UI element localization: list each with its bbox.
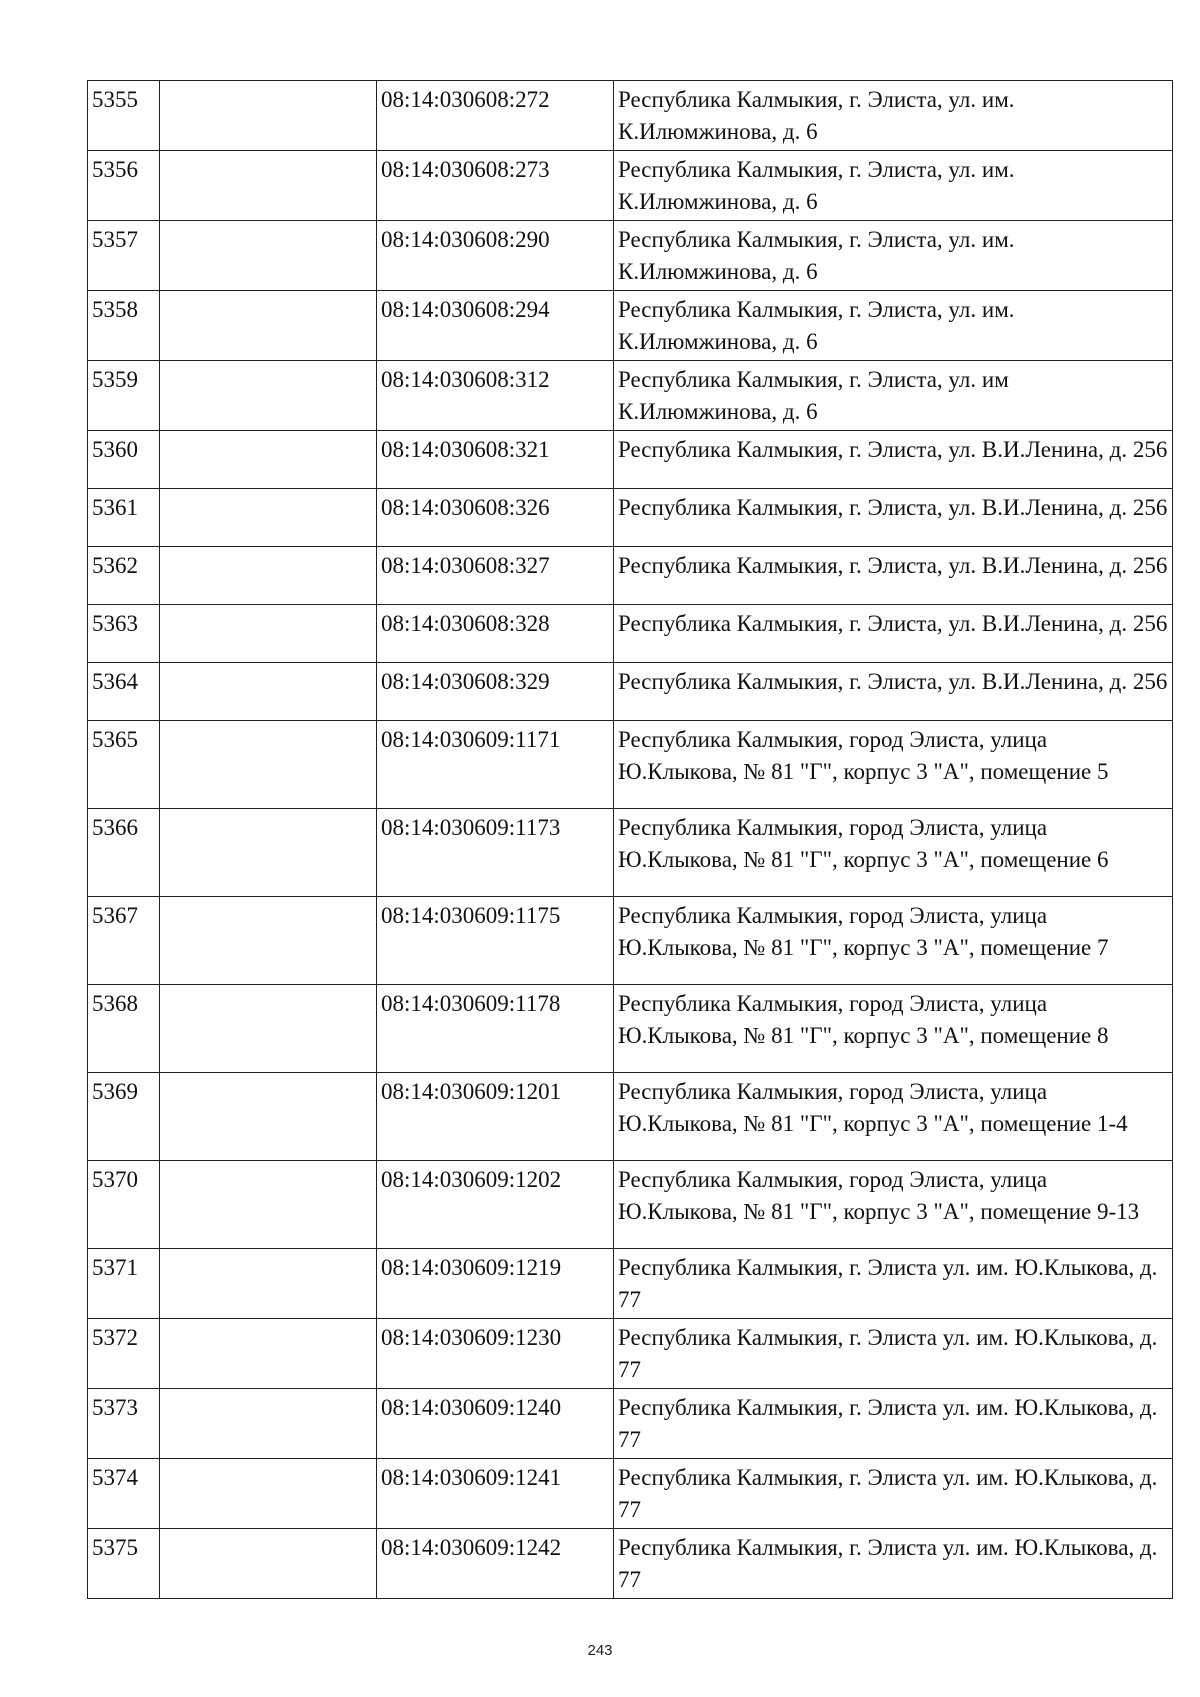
row-number-cell: 5365 bbox=[88, 721, 160, 809]
row-number-cell: 5362 bbox=[88, 547, 160, 605]
cadastral-number-cell: 08:14:030608:329 bbox=[377, 663, 614, 721]
cadastral-number-cell: 08:14:030609:1241 bbox=[377, 1459, 614, 1529]
address-cell: Республика Калмыкия, город Элиста, улица Ю.Клыкова, № 81 "Г", корпус 3 "А", помещение 9-13 bbox=[614, 1161, 1173, 1249]
row-number-cell: 5374 bbox=[88, 1459, 160, 1529]
page-number: 243 bbox=[587, 1642, 613, 1659]
cadastral-number-cell: 08:14:030608:272 bbox=[377, 81, 614, 151]
table-row bbox=[88, 663, 1173, 721]
address-cell: Республика Калмыкия, г. Элиста ул. им. Ю.Клыкова, д. 77 bbox=[614, 1459, 1173, 1529]
table-row bbox=[88, 1389, 1173, 1459]
cadastral-number-cell: 08:14:030609:1230 bbox=[377, 1319, 614, 1389]
row-number-cell: 5358 bbox=[88, 291, 160, 361]
table-row bbox=[88, 721, 1173, 809]
address-cell: Республика Калмыкия, г. Элиста ул. им. Ю.Клыкова, д. 77 bbox=[614, 1319, 1173, 1389]
cadastral-number-cell: 08:14:030609:1175 bbox=[377, 897, 614, 985]
table-row bbox=[88, 221, 1173, 291]
empty-cell bbox=[160, 547, 377, 605]
row-number-cell: 5371 bbox=[88, 1249, 160, 1319]
cadastral-number-cell: 08:14:030608:273 bbox=[377, 151, 614, 221]
row-number-cell: 5363 bbox=[88, 605, 160, 663]
table-row bbox=[88, 1529, 1173, 1599]
table-row bbox=[88, 361, 1173, 431]
address-cell: Республика Калмыкия, г. Элиста, ул. им. К.Илюмжинова, д. 6 bbox=[614, 221, 1173, 291]
row-number-cell: 5357 bbox=[88, 221, 160, 291]
cadastral-number-cell: 08:14:030609:1173 bbox=[377, 809, 614, 897]
cadastral-number-cell: 08:14:030608:326 bbox=[377, 489, 614, 547]
row-number-cell: 5367 bbox=[88, 897, 160, 985]
row-number-cell: 5368 bbox=[88, 985, 160, 1073]
empty-cell bbox=[160, 431, 377, 489]
row-number-cell: 5356 bbox=[88, 151, 160, 221]
table-row bbox=[88, 431, 1173, 489]
table-row bbox=[88, 1459, 1173, 1529]
table-row bbox=[88, 1319, 1173, 1389]
empty-cell bbox=[160, 985, 377, 1073]
table-row bbox=[88, 1161, 1173, 1249]
row-number-cell: 5375 bbox=[88, 1529, 160, 1599]
cadastral-number-cell: 08:14:030609:1171 bbox=[377, 721, 614, 809]
cadastral-number-cell: 08:14:030609:1178 bbox=[377, 985, 614, 1073]
table-row bbox=[88, 605, 1173, 663]
cadastral-number-cell: 08:14:030608:290 bbox=[377, 221, 614, 291]
address-cell: Республика Калмыкия, город Элиста, улица Ю.Клыкова, № 81 "Г", корпус 3 "А", помещение 6 bbox=[614, 809, 1173, 897]
registry-table-body bbox=[88, 81, 1173, 1599]
cadastral-number-cell: 08:14:030609:1219 bbox=[377, 1249, 614, 1319]
row-number-cell: 5364 bbox=[88, 663, 160, 721]
empty-cell bbox=[160, 81, 377, 151]
row-number-cell: 5359 bbox=[88, 361, 160, 431]
address-cell: Республика Калмыкия, г. Элиста ул. им. Ю.Клыкова, д. 77 bbox=[614, 1389, 1173, 1459]
empty-cell bbox=[160, 1249, 377, 1319]
address-cell: Республика Калмыкия, г. Элиста, ул. В.И.Ленина, д. 256 bbox=[614, 605, 1173, 663]
table-row bbox=[88, 151, 1173, 221]
empty-cell bbox=[160, 1319, 377, 1389]
row-number-cell: 5361 bbox=[88, 489, 160, 547]
row-number-cell: 5366 bbox=[88, 809, 160, 897]
address-cell: Республика Калмыкия, город Элиста, улица Ю.Клыкова, № 81 "Г", корпус 3 "А", помещение 8 bbox=[614, 985, 1173, 1073]
table-row bbox=[88, 81, 1173, 151]
address-cell: Республика Калмыкия, г. Элиста, ул. В.И.Ленина, д. 256 bbox=[614, 547, 1173, 605]
cadastral-number-cell: 08:14:030609:1202 bbox=[377, 1161, 614, 1249]
empty-cell bbox=[160, 1073, 377, 1161]
empty-cell bbox=[160, 221, 377, 291]
row-number-cell: 5370 bbox=[88, 1161, 160, 1249]
empty-cell bbox=[160, 663, 377, 721]
cadastral-number-cell: 08:14:030608:312 bbox=[377, 361, 614, 431]
empty-cell bbox=[160, 1529, 377, 1599]
table-row bbox=[88, 489, 1173, 547]
address-cell: Республика Калмыкия, город Элиста, улица Ю.Клыкова, № 81 "Г", корпус 3 "А", помещение 7 bbox=[614, 897, 1173, 985]
empty-cell bbox=[160, 809, 377, 897]
table-row bbox=[88, 291, 1173, 361]
empty-cell bbox=[160, 605, 377, 663]
cadastral-number-cell: 08:14:030608:294 bbox=[377, 291, 614, 361]
address-cell: Республика Калмыкия, г. Элиста, ул. им. К.Илюмжинова, д. 6 bbox=[614, 151, 1173, 221]
address-cell: Республика Калмыкия, г. Элиста, ул. В.И.Ленина, д. 256 bbox=[614, 663, 1173, 721]
cadastral-number-cell: 08:14:030609:1201 bbox=[377, 1073, 614, 1161]
empty-cell bbox=[160, 1459, 377, 1529]
address-cell: Республика Калмыкия, город Элиста, улица Ю.Клыкова, № 81 "Г", корпус 3 "А", помещение 5 bbox=[614, 721, 1173, 809]
address-cell: Республика Калмыкия, г. Элиста ул. им. Ю.Клыкова, д. 77 bbox=[614, 1249, 1173, 1319]
empty-cell bbox=[160, 361, 377, 431]
address-cell: Республика Калмыкия, город Элиста, улица Ю.Клыкова, № 81 "Г", корпус 3 "А", помещение 1-4 bbox=[614, 1073, 1173, 1161]
row-number-cell: 5372 bbox=[88, 1319, 160, 1389]
cadastral-number-cell: 08:14:030608:327 bbox=[377, 547, 614, 605]
address-cell: Республика Калмыкия, г. Элиста, ул. им. К.Илюмжинова, д. 6 bbox=[614, 81, 1173, 151]
row-number-cell: 5360 bbox=[88, 431, 160, 489]
cadastral-number-cell: 08:14:030609:1242 bbox=[377, 1529, 614, 1599]
empty-cell bbox=[160, 1161, 377, 1249]
table-row bbox=[88, 897, 1173, 985]
empty-cell bbox=[160, 151, 377, 221]
empty-cell bbox=[160, 291, 377, 361]
empty-cell bbox=[160, 721, 377, 809]
address-cell: Республика Калмыкия, г. Элиста, ул. им К.Илюмжинова, д. 6 bbox=[614, 361, 1173, 431]
address-cell: Республика Калмыкия, г. Элиста, ул. В.И.Ленина, д. 256 bbox=[614, 431, 1173, 489]
empty-cell bbox=[160, 489, 377, 547]
cadastral-number-cell: 08:14:030608:321 bbox=[377, 431, 614, 489]
address-cell: Республика Калмыкия, г. Элиста, ул. В.И.Ленина, д. 256 bbox=[614, 489, 1173, 547]
empty-cell bbox=[160, 897, 377, 985]
cadastral-number-cell: 08:14:030609:1240 bbox=[377, 1389, 614, 1459]
table-row bbox=[88, 1073, 1173, 1161]
table-row bbox=[88, 809, 1173, 897]
table-row bbox=[88, 985, 1173, 1073]
cadastral-number-cell: 08:14:030608:328 bbox=[377, 605, 614, 663]
table-row bbox=[88, 1249, 1173, 1319]
table-row bbox=[88, 547, 1173, 605]
registry-table bbox=[87, 80, 1173, 1599]
row-number-cell: 5369 bbox=[88, 1073, 160, 1161]
row-number-cell: 5355 bbox=[88, 81, 160, 151]
empty-cell bbox=[160, 1389, 377, 1459]
address-cell: Республика Калмыкия, г. Элиста, ул. им. К.Илюмжинова, д. 6 bbox=[614, 291, 1173, 361]
address-cell: Республика Калмыкия, г. Элиста ул. им. Ю.Клыкова, д. 77 bbox=[614, 1529, 1173, 1599]
row-number-cell: 5373 bbox=[88, 1389, 160, 1459]
